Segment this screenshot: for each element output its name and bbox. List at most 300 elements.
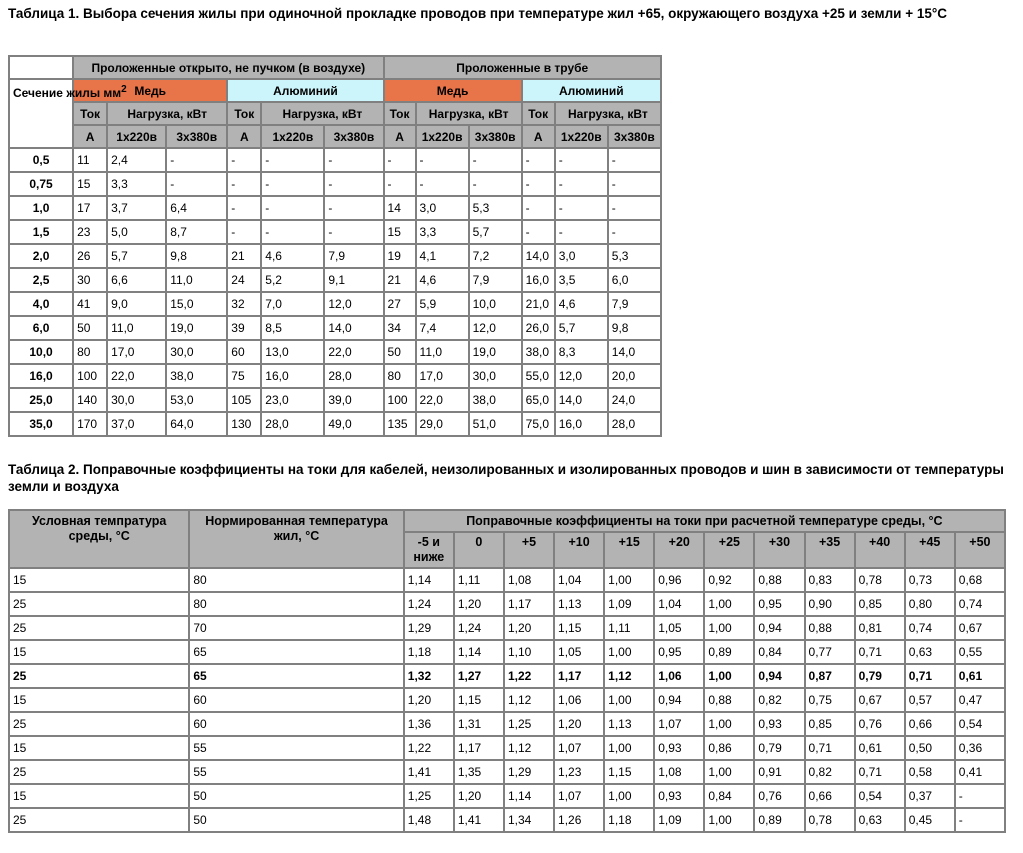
unit-a-header: А [523, 126, 554, 147]
coef-cell: 0,94 [655, 689, 703, 711]
value-cell: - [556, 173, 607, 195]
core-temp-cell: 60 [190, 689, 402, 711]
value-cell: 22,0 [108, 365, 165, 387]
coef-cell: 0,84 [755, 641, 803, 663]
value-cell: - [325, 149, 382, 171]
coef-header: Поправочные коэффициенты на токи при расчетной температуре среды, °С [405, 511, 1004, 531]
value-cell: 170 [74, 413, 106, 435]
value-cell: - [385, 173, 415, 195]
coef-cell: 1,09 [605, 593, 653, 615]
value-cell: 19 [385, 245, 415, 267]
coef-cell: 0,41 [956, 761, 1004, 783]
temp-column-header: +50 [956, 533, 1004, 567]
temp-column-header: -5 и ниже [405, 533, 453, 567]
coef-cell: 1,14 [505, 785, 553, 807]
coef-cell: 0,91 [755, 761, 803, 783]
value-cell: 12,0 [556, 365, 607, 387]
value-cell: - [228, 197, 260, 219]
value-cell: 7,4 [417, 317, 468, 339]
coef-cell: 0,58 [906, 761, 954, 783]
group-open-header: Проложенные открыто, не пучком (в воздухе) [74, 57, 382, 78]
coef-cell: 0,45 [906, 809, 954, 831]
section-sup: 2 [121, 84, 127, 95]
coef-cell: 1,41 [405, 761, 453, 783]
coef-cell: 1,05 [655, 617, 703, 639]
value-cell: - [470, 173, 521, 195]
temp-column-header: +35 [806, 533, 854, 567]
coef-cell: 0,54 [956, 713, 1004, 735]
coef-cell: 0,81 [856, 617, 904, 639]
coef-cell: 0,82 [806, 761, 854, 783]
v220-header: 1х220в [417, 126, 468, 147]
table-row [10, 809, 1004, 831]
value-cell: 9,8 [609, 317, 660, 339]
coef-cell: 1,15 [605, 761, 653, 783]
value-cell: 4,1 [417, 245, 468, 267]
coef-cell: 1,32 [405, 665, 453, 687]
value-cell: - [262, 149, 323, 171]
coef-cell: 0,79 [856, 665, 904, 687]
section-cell: 2,5 [10, 269, 72, 291]
value-cell: 14,0 [609, 341, 660, 363]
coef-cell: 0,89 [705, 641, 753, 663]
table-row [10, 689, 1004, 711]
temp-column-header: +40 [856, 533, 904, 567]
current-header: Ток [74, 103, 106, 124]
coef-cell: 1,08 [655, 761, 703, 783]
table-row [10, 785, 1004, 807]
value-cell: 3,5 [556, 269, 607, 291]
current-header: Ток [523, 103, 554, 124]
aluminum-pipe-header: Алюминий [523, 80, 660, 101]
table1-title: Таблица 1. Выбора сечения жилы при одиночной прокладке проводов при температуре жил +65, окружающего воздуха +25 и земли + 15°С [8, 6, 947, 21]
coef-cell: 1,17 [505, 593, 553, 615]
coef-cell: 1,17 [455, 737, 503, 759]
value-cell: 20,0 [609, 365, 660, 387]
core-temp-cell: 50 [190, 809, 402, 831]
value-cell: 5,0 [108, 221, 165, 243]
coef-cell: 0,67 [956, 617, 1004, 639]
current-header: Ток [228, 103, 260, 124]
value-cell: 16,0 [523, 269, 554, 291]
core-temp-cell: 80 [190, 569, 402, 591]
coef-cell: 0,88 [806, 617, 854, 639]
coef-cell: 0,71 [856, 641, 904, 663]
value-cell: 8,3 [556, 341, 607, 363]
coef-cell: 0,63 [856, 809, 904, 831]
table-row [10, 269, 660, 291]
coef-cell: 0,93 [755, 713, 803, 735]
value-cell: 17,0 [417, 365, 468, 387]
value-cell: - [262, 197, 323, 219]
core-temp-header: Нормированная температура жил, °С [190, 511, 402, 567]
coef-cell: 1,06 [555, 689, 603, 711]
value-cell: 53,0 [167, 389, 226, 411]
coef-cell: 1,09 [655, 809, 703, 831]
table-row [10, 641, 1004, 663]
coef-cell: 1,31 [455, 713, 503, 735]
table2-body [10, 569, 1004, 831]
value-cell: 140 [74, 389, 106, 411]
coef-cell: 1,36 [405, 713, 453, 735]
value-cell: 37,0 [108, 413, 165, 435]
value-cell: 19,0 [470, 341, 521, 363]
value-cell: - [523, 197, 554, 219]
value-cell: 4,6 [556, 293, 607, 315]
value-cell: 12,0 [325, 293, 382, 315]
value-cell: 15 [74, 173, 106, 195]
coef-cell: 1,13 [605, 713, 653, 735]
coef-cell: 1,04 [655, 593, 703, 615]
table-row [10, 761, 1004, 783]
section-cell: 1,5 [10, 221, 72, 243]
value-cell: 11,0 [417, 341, 468, 363]
value-cell: 38,0 [523, 341, 554, 363]
value-cell: - [470, 149, 521, 171]
value-cell: - [417, 173, 468, 195]
coef-cell: 0,85 [806, 713, 854, 735]
coef-cell: 0,76 [856, 713, 904, 735]
value-cell: 7,0 [262, 293, 323, 315]
table-row [10, 389, 660, 411]
value-cell: 3,0 [556, 245, 607, 267]
value-cell: 7,2 [470, 245, 521, 267]
value-cell: 27 [385, 293, 415, 315]
table-row [10, 737, 1004, 759]
coef-cell: 1,41 [455, 809, 503, 831]
value-cell: - [609, 221, 660, 243]
section-cell: 16,0 [10, 365, 72, 387]
wire-section-table [8, 55, 662, 437]
unit-a-header: А [385, 126, 415, 147]
coef-cell: 1,22 [405, 737, 453, 759]
value-cell: 6,4 [167, 197, 226, 219]
coef-cell: 1,14 [455, 641, 503, 663]
temp-column-header: 0 [455, 533, 503, 567]
env-temp-cell: 15 [10, 737, 188, 759]
value-cell: 4,6 [417, 269, 468, 291]
coef-cell: 1,14 [405, 569, 453, 591]
coef-cell: 0,95 [755, 593, 803, 615]
value-cell: 6,0 [609, 269, 660, 291]
value-cell: 12,0 [470, 317, 521, 339]
table-row [10, 413, 660, 435]
coef-cell: 1,29 [505, 761, 553, 783]
coef-cell: 1,13 [555, 593, 603, 615]
coef-cell: 1,24 [405, 593, 453, 615]
coef-cell: 0,66 [906, 713, 954, 735]
value-cell: 34 [385, 317, 415, 339]
coef-cell: 1,06 [655, 665, 703, 687]
coef-cell: 1,00 [705, 809, 753, 831]
value-cell: 14,0 [325, 317, 382, 339]
coef-cell: 1,26 [555, 809, 603, 831]
coef-cell: 1,12 [505, 737, 553, 759]
value-cell: - [523, 149, 554, 171]
value-cell: 28,0 [609, 413, 660, 435]
value-cell: 23 [74, 221, 106, 243]
coef-cell: 1,00 [705, 593, 753, 615]
value-cell: - [523, 173, 554, 195]
value-cell: 50 [385, 341, 415, 363]
coef-cell: 1,15 [555, 617, 603, 639]
coef-cell: 0,74 [956, 593, 1004, 615]
table-row [10, 569, 1004, 591]
value-cell: 80 [385, 365, 415, 387]
env-temp-header: Условная темпратура среды, °С [10, 511, 188, 567]
table-row [10, 149, 660, 171]
coef-cell: 0,85 [856, 593, 904, 615]
coef-cell: 1,07 [555, 785, 603, 807]
coef-cell: 1,08 [505, 569, 553, 591]
value-cell: 10,0 [470, 293, 521, 315]
value-cell: 16,0 [262, 365, 323, 387]
value-cell: 5,3 [470, 197, 521, 219]
unit-a-header: А [74, 126, 106, 147]
copper-pipe-header: Медь [385, 80, 521, 101]
coef-cell: 0,79 [755, 737, 803, 759]
value-cell: 55,0 [523, 365, 554, 387]
coef-cell: 1,34 [505, 809, 553, 831]
coef-cell: 0,75 [806, 689, 854, 711]
value-cell: 3,3 [108, 173, 165, 195]
coef-cell: 0,71 [906, 665, 954, 687]
value-cell: 3,3 [417, 221, 468, 243]
value-cell: 64,0 [167, 413, 226, 435]
coef-cell: 0,67 [856, 689, 904, 711]
value-cell: 30,0 [470, 365, 521, 387]
coef-cell: 1,24 [455, 617, 503, 639]
coef-cell: 0,73 [906, 569, 954, 591]
coef-cell: 0,71 [806, 737, 854, 759]
coef-cell: 1,00 [605, 569, 653, 591]
section-cell: 0,75 [10, 173, 72, 195]
coef-cell: 0,86 [705, 737, 753, 759]
table-row [10, 713, 1004, 735]
temp-column-header: +5 [505, 533, 553, 567]
value-cell: 32 [228, 293, 260, 315]
coef-cell: 1,18 [405, 641, 453, 663]
coef-cell: 0,77 [806, 641, 854, 663]
table-row [10, 341, 660, 363]
aluminum-open-header: Алюминий [228, 80, 382, 101]
value-cell: 30 [74, 269, 106, 291]
value-cell: 6,6 [108, 269, 165, 291]
env-temp-cell: 15 [10, 641, 188, 663]
value-cell: 14 [385, 197, 415, 219]
group-pipe-header: Проложенные в трубе [385, 57, 660, 78]
v380-header: 3х380в [167, 126, 226, 147]
table-row [10, 593, 1004, 615]
value-cell: - [523, 221, 554, 243]
env-temp-cell: 25 [10, 809, 188, 831]
coef-cell: 1,20 [555, 713, 603, 735]
coef-cell: 0,61 [856, 737, 904, 759]
temp-column-header: +30 [755, 533, 803, 567]
value-cell: 5,7 [556, 317, 607, 339]
section-cell: 35,0 [10, 413, 72, 435]
value-cell: 2,4 [108, 149, 165, 171]
coef-cell: 0,78 [856, 569, 904, 591]
core-temp-cell: 60 [190, 713, 402, 735]
current-header: Ток [385, 103, 415, 124]
coef-cell: 0,83 [806, 569, 854, 591]
coef-cell: 1,48 [405, 809, 453, 831]
coef-cell: 0,94 [755, 665, 803, 687]
coef-cell: 0,57 [906, 689, 954, 711]
coef-cell: 0,89 [755, 809, 803, 831]
coef-cell: 0,37 [906, 785, 954, 807]
section-cell: 25,0 [10, 389, 72, 411]
temp-column-header: +15 [605, 533, 653, 567]
value-cell: - [228, 221, 260, 243]
value-cell: 135 [385, 413, 415, 435]
value-cell: - [417, 149, 468, 171]
table-row [10, 293, 660, 315]
value-cell: 5,3 [609, 245, 660, 267]
coef-cell: 0,93 [655, 785, 703, 807]
value-cell: 105 [228, 389, 260, 411]
coef-cell: 0,68 [956, 569, 1004, 591]
v220-header: 1х220в [556, 126, 607, 147]
value-cell: - [167, 173, 226, 195]
coef-cell: 1,25 [405, 785, 453, 807]
value-cell: 7,9 [609, 293, 660, 315]
corner-cell [10, 57, 72, 78]
coef-cell: 1,20 [455, 785, 503, 807]
v220-header: 1х220в [262, 126, 323, 147]
coef-cell: 1,20 [505, 617, 553, 639]
core-temp-cell: 65 [190, 665, 402, 687]
coef-cell: 0,36 [956, 737, 1004, 759]
coef-cell: 0,74 [906, 617, 954, 639]
value-cell: 7,9 [325, 245, 382, 267]
value-cell: 3,0 [417, 197, 468, 219]
env-temp-cell: 25 [10, 665, 188, 687]
core-temp-cell: 80 [190, 593, 402, 615]
load-header: Нагрузка, кВт [108, 103, 226, 124]
section-cell: 0,5 [10, 149, 72, 171]
coef-cell: 1,07 [555, 737, 603, 759]
value-cell: 9,1 [325, 269, 382, 291]
value-cell: 30,0 [167, 341, 226, 363]
coef-cell: 1,25 [505, 713, 553, 735]
coef-cell: 1,20 [405, 689, 453, 711]
value-cell: 22,0 [325, 341, 382, 363]
value-cell: - [325, 173, 382, 195]
coef-cell: 0,94 [755, 617, 803, 639]
table-row [10, 197, 660, 219]
coef-cell: 1,35 [455, 761, 503, 783]
coef-cell: 1,27 [455, 665, 503, 687]
coef-cell: 1,00 [705, 761, 753, 783]
value-cell: 75,0 [523, 413, 554, 435]
value-cell: 51,0 [470, 413, 521, 435]
value-cell: 9,8 [167, 245, 226, 267]
env-temp-cell: 15 [10, 689, 188, 711]
coef-cell: - [956, 809, 1004, 831]
value-cell: 130 [228, 413, 260, 435]
coef-cell: 1,00 [705, 617, 753, 639]
coef-cell: 0,92 [705, 569, 753, 591]
table-row [10, 317, 660, 339]
coef-cell: 0,55 [956, 641, 1004, 663]
coef-cell: 0,95 [655, 641, 703, 663]
coef-cell: 0,50 [906, 737, 954, 759]
coef-cell: 1,15 [455, 689, 503, 711]
value-cell: 16,0 [556, 413, 607, 435]
value-cell: 4,6 [262, 245, 323, 267]
value-cell: 7,9 [470, 269, 521, 291]
value-cell: 24 [228, 269, 260, 291]
coef-cell: 1,04 [555, 569, 603, 591]
value-cell: 50 [74, 317, 106, 339]
coef-cell: 1,12 [605, 665, 653, 687]
value-cell: 11 [74, 149, 106, 171]
v380-header: 3х380в [325, 126, 382, 147]
load-header: Нагрузка, кВт [262, 103, 382, 124]
value-cell: 5,9 [417, 293, 468, 315]
env-temp-cell: 25 [10, 593, 188, 615]
coef-cell: 1,22 [505, 665, 553, 687]
env-temp-cell: 25 [10, 617, 188, 639]
temp-column-header: +20 [655, 533, 703, 567]
coef-cell: 1,20 [455, 593, 503, 615]
v380-header: 3х380в [609, 126, 660, 147]
table-row [10, 173, 660, 195]
value-cell: - [556, 197, 607, 219]
env-temp-cell: 25 [10, 713, 188, 735]
coef-cell: 0,47 [956, 689, 1004, 711]
section-cell: 6,0 [10, 317, 72, 339]
value-cell: - [228, 149, 260, 171]
coef-cell: 0,96 [655, 569, 703, 591]
value-cell: 9,0 [108, 293, 165, 315]
load-header: Нагрузка, кВт [417, 103, 521, 124]
value-cell: 75 [228, 365, 260, 387]
coef-cell: 0,71 [856, 761, 904, 783]
coef-cell: 1,00 [605, 785, 653, 807]
value-cell: 8,7 [167, 221, 226, 243]
value-cell: 14,0 [556, 389, 607, 411]
coef-cell: 1,00 [605, 641, 653, 663]
value-cell: - [262, 221, 323, 243]
value-cell: 65,0 [523, 389, 554, 411]
copper-open-header: Медь [74, 80, 226, 101]
v220-header: 1х220в [108, 126, 165, 147]
coef-cell: 1,17 [555, 665, 603, 687]
coef-cell: 0,82 [755, 689, 803, 711]
value-cell: - [385, 149, 415, 171]
section-cell: 1,0 [10, 197, 72, 219]
coef-cell: 1,11 [455, 569, 503, 591]
value-cell: 13,0 [262, 341, 323, 363]
table1-body [10, 149, 660, 435]
coef-cell: 1,29 [405, 617, 453, 639]
value-cell: 11,0 [108, 317, 165, 339]
coef-cell: 1,00 [605, 689, 653, 711]
value-cell: 21 [228, 245, 260, 267]
value-cell: - [325, 221, 382, 243]
coef-cell: 0,90 [806, 593, 854, 615]
coef-cell: 1,05 [555, 641, 603, 663]
value-cell: - [609, 173, 660, 195]
coef-cell: 1,00 [705, 665, 753, 687]
value-cell: 39,0 [325, 389, 382, 411]
value-cell: 38,0 [167, 365, 226, 387]
value-cell: 41 [74, 293, 106, 315]
core-temp-cell: 70 [190, 617, 402, 639]
